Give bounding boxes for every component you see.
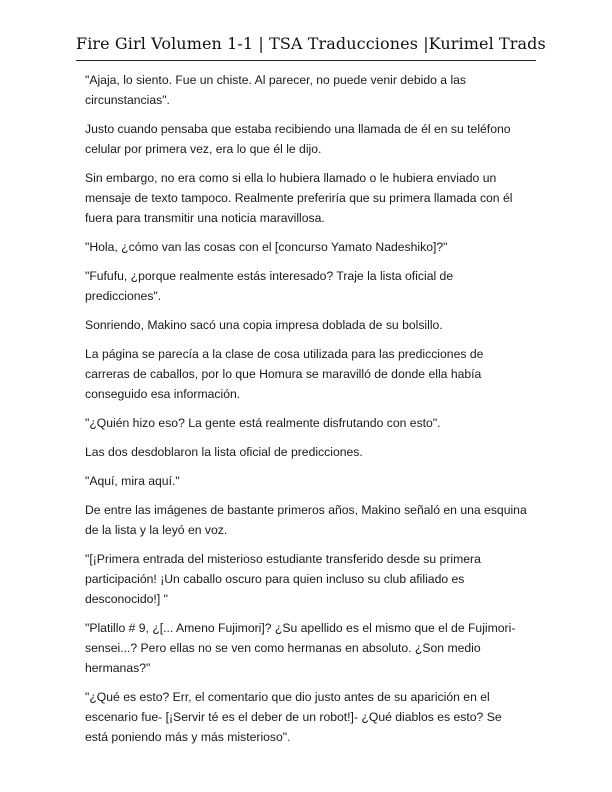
paragraph: "Platillo # 9, ¿[... Ameno Fujimori]? ¿Su apellido es el mismo que el de Fujimori-sensei...? Pero ellas no se ven como hermanas en absoluto. ¿Son medio hermanas?" (85, 621, 516, 675)
paragraph: Sin embargo, no era como si ella lo hubiera llamado o le hubiera enviado un mensaje de texto tampoco. Realmente preferiría que su primera llamada con él fuera para transmitir una noticia maravillosa. (85, 171, 513, 225)
paragraph: De entre las imágenes de bastante primeros años, Makino señaló en una esquina de la lista y la leyó en voz. (85, 503, 527, 537)
paragraph: "Fufufu, ¿porque realmente estás interesado? Traje la lista oficial de predicciones". (85, 269, 454, 303)
header-title: Fire Girl Volumen 1-1 | TSA Traducciones |Kurimel Trads (76, 34, 546, 53)
paragraph: Sonriendo, Makino sacó una copia impresa doblada de su bolsillo. (85, 318, 443, 332)
header-divider (76, 60, 536, 61)
paragraph: "¿Quién hizo eso? La gente está realmente disfrutando con esto". (85, 416, 441, 430)
page-header (76, 34, 546, 61)
paragraph: "Aquí, mira aquí." (85, 474, 180, 488)
paragraph: "Hola, ¿cómo van las cosas con el [concurso Yamato Nadeshiko]?" (85, 240, 448, 254)
paragraph: "Ajaja, lo siento. Fue un chiste. Al parecer, no puede venir debido a las circunstancias". (85, 73, 467, 107)
paragraph: Las dos desdoblaron la lista oficial de predicciones. (85, 445, 363, 459)
paragraph: "¿Qué es esto? Err, el comentario que dio justo antes de su aparición en el escenario fue- [¡Servir té es el deber de un robot!]- ¿Qué diablos es esto? Se está poniendo más y más misterioso". (85, 690, 502, 744)
paragraph: Justo cuando pensaba que estaba recibiendo una llamada de él en su teléfono celular por primera vez, era lo que él le dijo. (85, 122, 511, 156)
document-body (85, 70, 527, 756)
paragraph: "[¡Primera entrada del misterioso estudiante transferido desde su primera participación! ¡Un caballo oscuro para quien incluso su club afiliado es desconocido!] " (85, 552, 481, 606)
paragraph: La página se parecía a la clase de cosa utilizada para las predicciones de carreras de caballos, por lo que Homura se maravilló de donde ella había conseguido esa información. (85, 347, 484, 401)
